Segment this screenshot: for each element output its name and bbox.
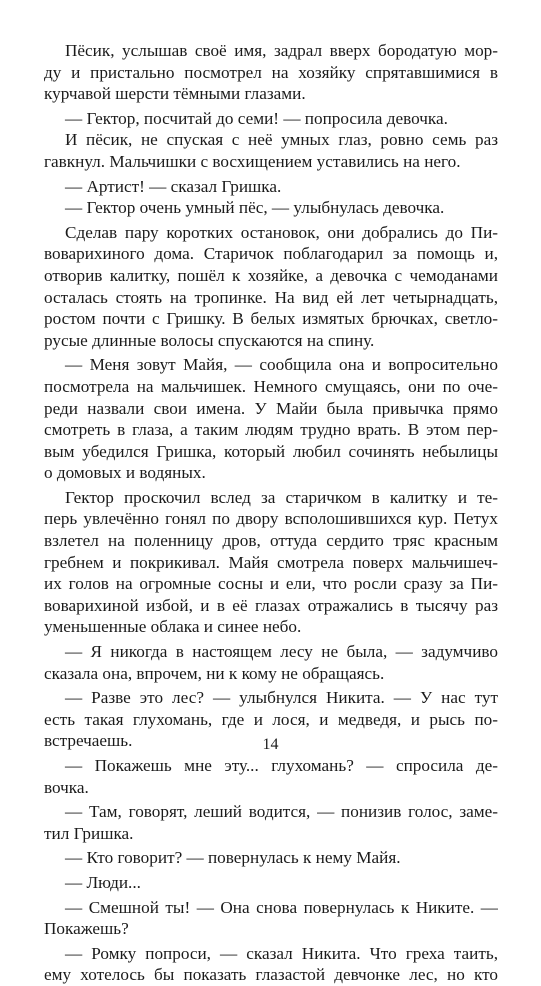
text-line: вочка. (44, 777, 89, 797)
text-line: — Ромку попроси, — сказал Никита. Что греха таить, (65, 943, 498, 963)
text-line: отворив калитку, пошёл к хозяйке, а девочка с чемоданами (44, 265, 498, 285)
text-line: — Смешной ты! — Она снова повернулась к Никите. — (65, 897, 498, 917)
text-line: взлетел на поленницу дров, оттуда сердито тряс красным (44, 531, 498, 551)
text-line: — Там, говорят, леший водится, — понизив голос, заме- (65, 802, 498, 822)
text-line: посмотрела на мальчишек. Немного смущаясь, они по оче- (44, 376, 498, 396)
page-number: 14 (262, 736, 279, 753)
text-line: — Гектор очень умный пёс, — улыбнулась девочка. (65, 198, 445, 218)
text-line: — Артист! — сказал Гришка. (65, 176, 282, 196)
text-line: — Разве это лес? — улыбнулся Никита. — У нас тут (65, 688, 498, 708)
text-line: — Я никогда в настоящем лесу не была, — задумчиво (65, 642, 498, 662)
text-line: Сделав пару коротких остановок, они добрались до Пи- (65, 222, 498, 242)
text-line: курчавой шерсти тёмными глазами. (44, 84, 306, 104)
text-line: есть такая глухомань, где и лося, и медведя, и рысь по- (44, 709, 498, 729)
text-line: — Покажешь мне эту... глухомань? — спросила де- (65, 756, 498, 775)
text-line: гребнем и покрикивал. Майя смотрела поверх мальчишеч- (44, 552, 498, 572)
text-line: их голов на огромные сосны и ели, что росли сразу за Пи- (44, 574, 498, 594)
text-line: ему хотелось бы показать глазастой девчонке лес, но кто (44, 965, 498, 985)
text-line: встречаешь. (44, 731, 133, 751)
text-line: воварихиного дома. Старичок поблагодарил за помощь и, (44, 244, 498, 264)
text-line: о домовых и водяных. (44, 463, 206, 483)
text-line: И пёсик, не спуская с неё умных глаз, ровно семь раз (65, 130, 498, 150)
text-line: сказала она, впрочем, ни к кому не обращаясь. (44, 663, 385, 683)
text-line: — Кто говорит? — повернулась к нему Майя. (65, 848, 401, 868)
text-line: воварихиной избой, и в её глазах отражались в тысячу раз (44, 595, 498, 615)
text-line: уменьшенные облака и синее небо. (44, 617, 302, 637)
text-line: ду и пристально посмотрел на хозяйку спрятавшимися в (44, 62, 498, 82)
body-text (44, 40, 498, 986)
text-line: смотреть в глаза, а таким людям трудно врать. В этом пер- (44, 420, 498, 440)
text-line: гавкнул. Мальчишки с восхищением уставились на него. (44, 151, 461, 171)
text-line: Покажешь? (44, 919, 129, 939)
text-line: ростом почти с Гришку. В белых измятых брючках, светло- (44, 309, 498, 329)
text-line: реди назвали свои имена. У Майи была привычка прямо (44, 398, 498, 418)
text-line: русые длинные волосы спускаются на спину. (44, 330, 375, 350)
text-line: — Меня зовут Майя, — сообщила она и вопросительно (65, 355, 498, 375)
text-line: Пёсик, услышав своё имя, задрал вверх бородатую мор- (65, 41, 498, 60)
text-line: Гектор проскочил вслед за старичком в калитку и те- (65, 487, 498, 507)
text-line: тил Гришка. (44, 823, 134, 843)
text-line: перь увлечённо гонял по двору всполошившихся кур. Петух (44, 509, 498, 529)
text-line: осталась стоять на тропинке. На вид ей лет четырнадцать, (44, 287, 498, 307)
text-line: — Люди... (65, 872, 141, 892)
text-line: — Гектор, посчитай до семи! — попросила девочка. (65, 108, 448, 128)
text-line: вым убедился Гришка, который любил сочинять небылицы (44, 441, 498, 461)
